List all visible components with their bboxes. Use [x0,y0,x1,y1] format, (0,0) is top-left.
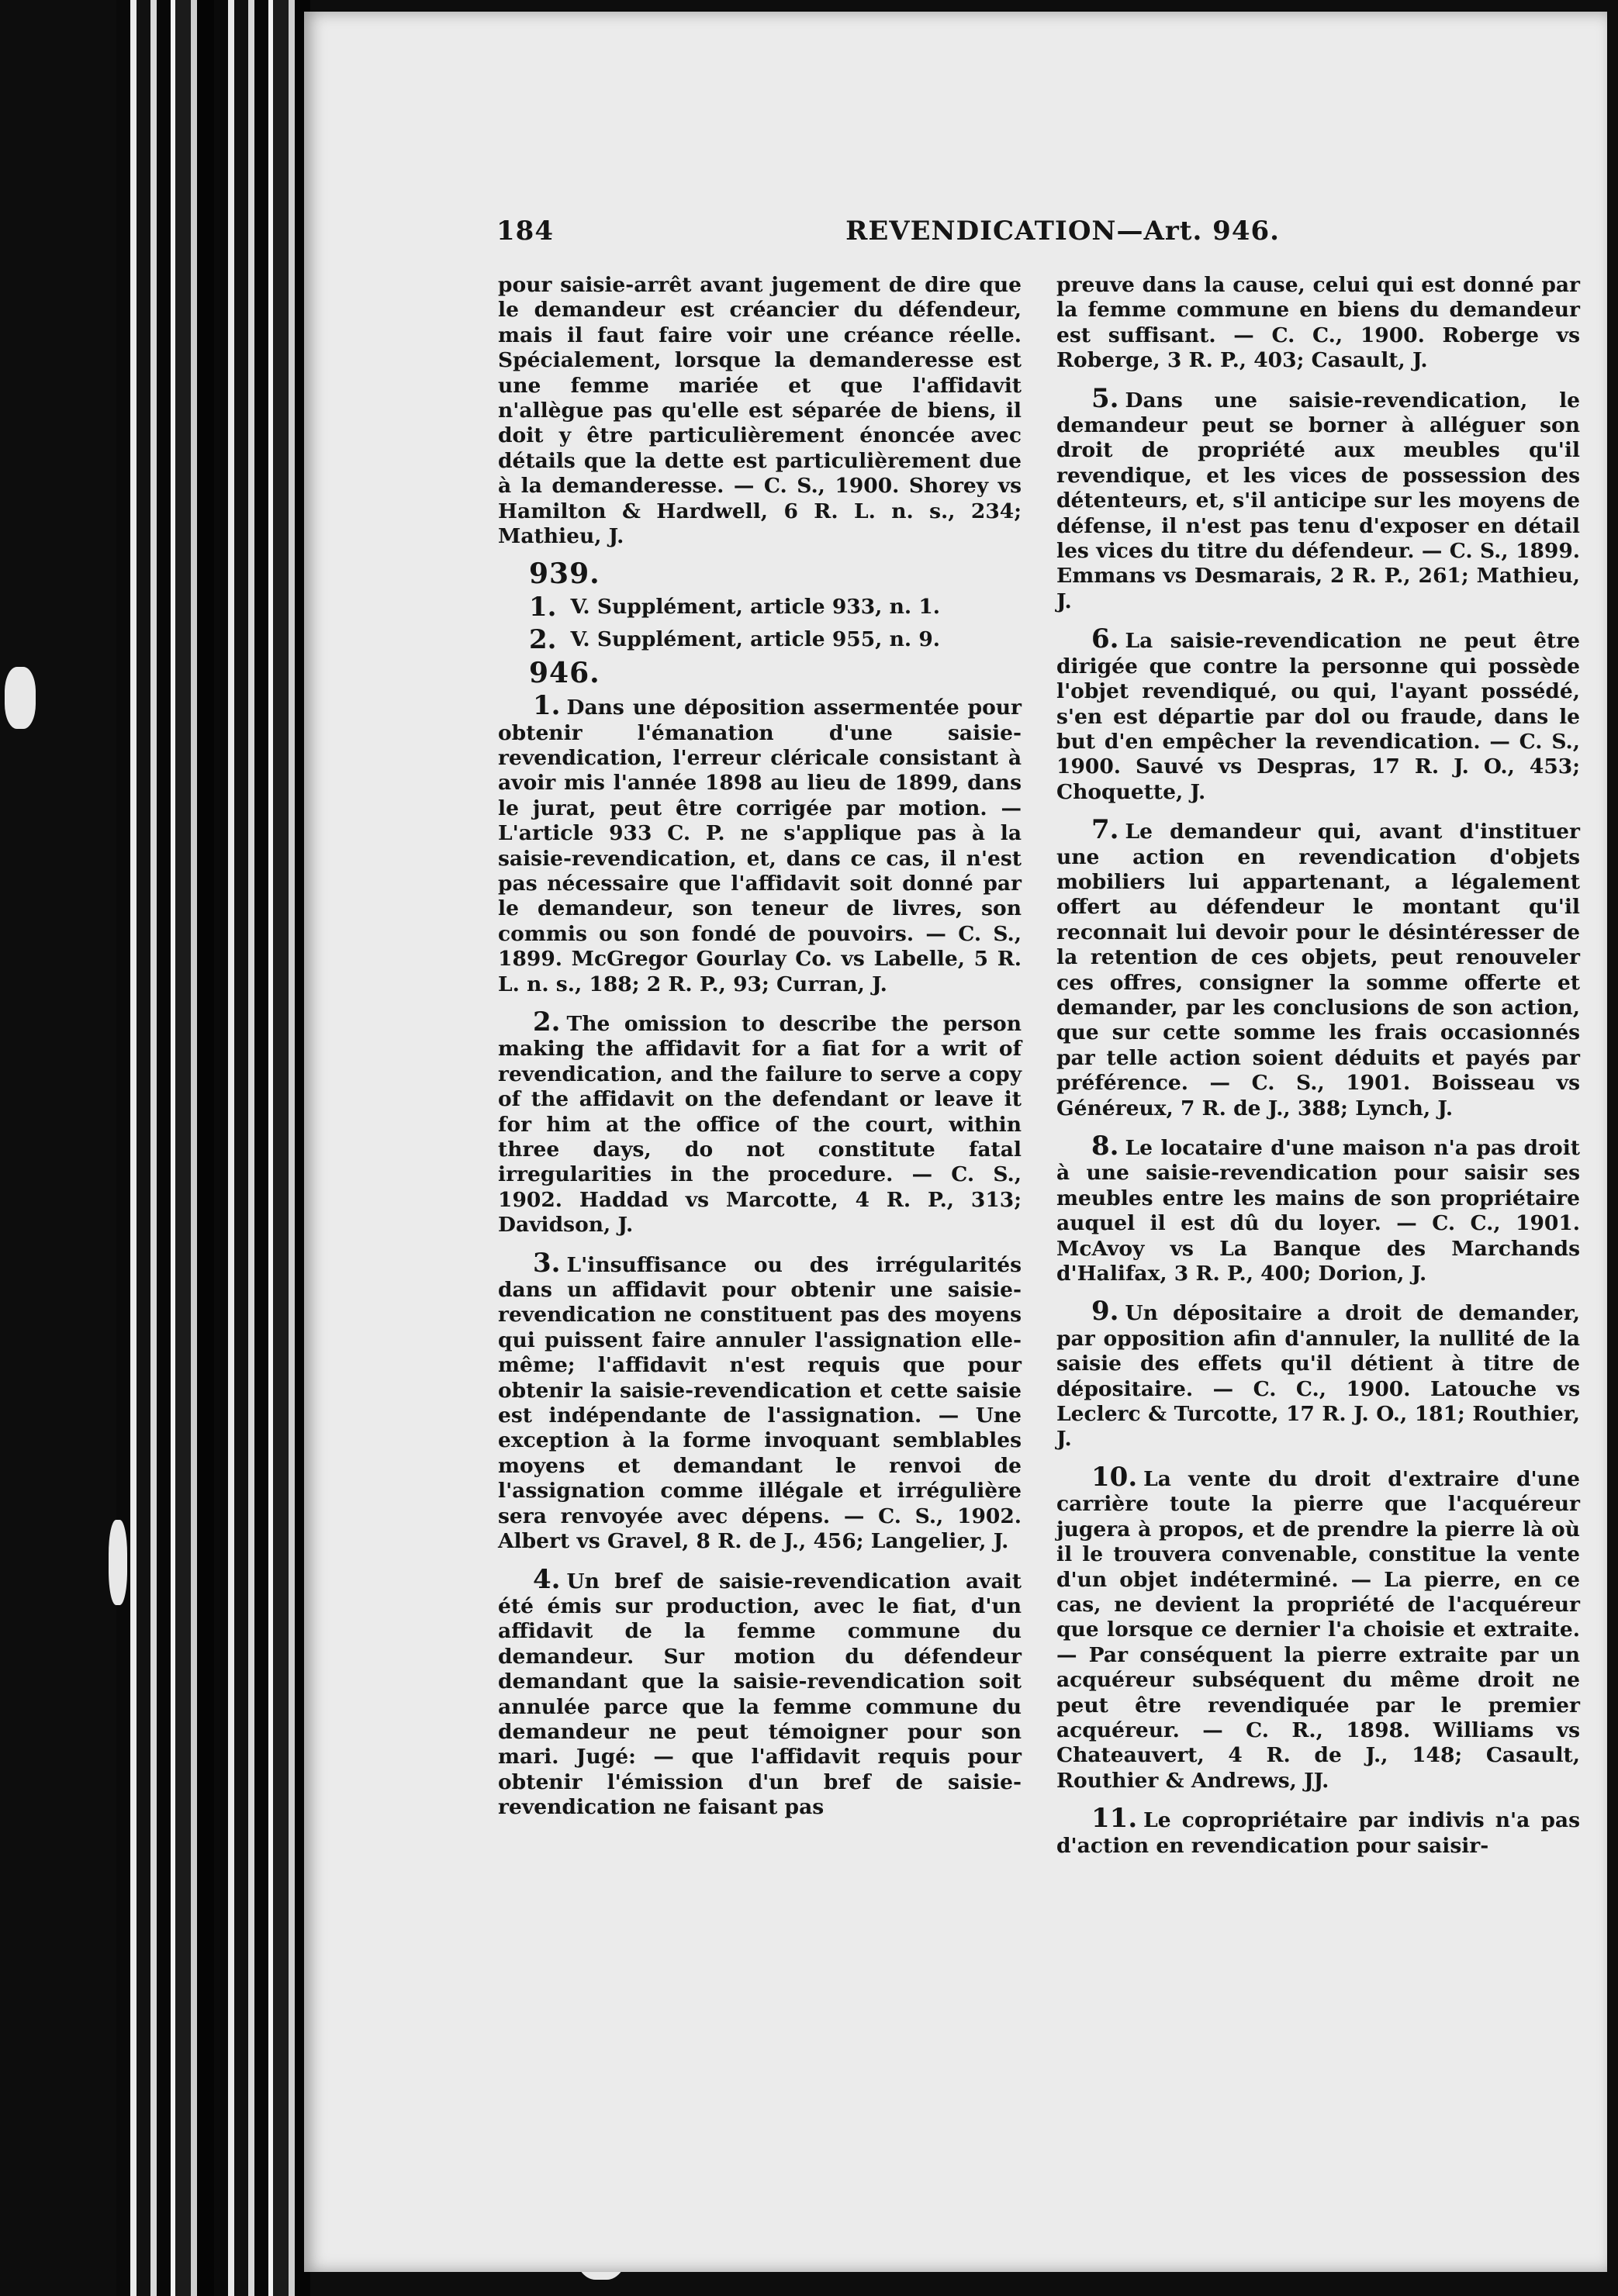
case-text: The omission to describe the person making the affidavit for a fiat for a writ of revendication, and the failure to serve a copy of the affidavit on the defendant or leave it for him at the office of the court, within three days, do not constitute fatal irregularities in the procedure. — C. S., 1902. Haddad vs Marcotte, 4 R. P., 313; Davidson, J. [498,1011,1022,1238]
item-number: 2. [529,624,557,656]
running-header [496,216,1280,247]
case-text: Dans une saisie-revendication, le demandeur peut se borner à alléguer son droit de propriété aux meubles qu'il revendique, et les vices de possession des détenteurs, et, s'il anticipe sur les moyens de défense, il n'est pas tenu d'exposer en détail les vices du titre du défendeur. — C. S., 1899. Emmans vs Desmarais, 2 R. P., 261; Mathieu, J. [1056,388,1580,613]
case-paragraph [1056,382,1580,615]
case-paragraph [1056,1131,1580,1286]
case-text: Dans une déposition assermentée pour obtenir l'émanation d'une saisie-revendication, l'erreur cléricale consistant à avoir mis l'année 1898 au lieu de 1899, dans le jurat, peut être corrigée par motion. — L'article 933 C. P. ne s'applique pas à la saisie-revendication, et, dans ce cas, il n'est pas nécessaire que l'affidavit soit donné par le demandeur, son teneur de livres, son commis ou son fondé de pouvoirs. — C. S., 1899. McGregor Gourlay Co. vs Labelle, 5 R. L. n. s., 188; 2 R. P., 93; Curran, J. [498,696,1022,996]
item-number: 3. [533,1247,561,1279]
case-text: La vente du droit d'extraire d'une carrière toute la pierre que l'acquéreur jugera à propos, et de prendre la pierre là où il le trouvera convenable, constitue la vente d'un objet indéterminé. — La pierre, en ce cas, ne devient la propriété de l'acquéreur que lorsque ce dernier l'a choisie et extraite. — Par conséquent la pierre extraite par un acquéreur subséquent du même droit ne peut être revendiquée par le premier acquéreur. — C. R., 1898. Williams vs Chateauvert, 4 R. de J., 148; Casault, Routhier & Andrews, JJ. [1056,1466,1580,1793]
case-paragraph [498,690,1022,997]
reference-item [529,591,1022,623]
reference-text: V. Supplément, article 955, n. 9. [570,627,941,652]
case-text: Le copropriétaire par indivis n'a pas d'action en revendication pour saisir- [1056,1808,1580,1858]
scan-speck [109,1520,127,1605]
case-paragraph [1056,1461,1580,1794]
item-number: 10. [1091,1461,1138,1493]
case-text: La saisie-revendication ne peut être dirigée que contre la personne qui possède l'objet revendiqué, ou qui, l'ayant possédé, s'en est départie par dol ou fraude, dans le but d'en empêcher la revendication. — C. S., 1900. Sauvé vs Despras, 17 R. J. O., 453; Choquette, J. [1056,629,1580,804]
reference-text: V. Supplément, article 933, n. 1. [570,594,941,619]
item-number: 11. [1091,1803,1138,1835]
item-number: 2. [533,1006,561,1038]
case-text: Un dépositaire a droit de demander, par opposition afin d'annuler, la nullité de la saisie des effets qu'il détient à titre de dépositaire. — C. C., 1900. Latouche vs Leclerc & Turcotte, 17 R. J. O., 181; Routhier, J. [1056,1301,1580,1452]
case-text: Le demandeur qui, avant d'instituer une action en revendication d'objets mobiliers lui appartenant, a légalement offert au défendeur le montant qu'il reconnait lui devoir pour le désintéresser de la retention de ces objets, peut renouveler ces offres, consigner la somme offerte et demander, par les conclusions de son action, que sur cette somme les frais occasionnés par telle action soient déduits et payés par préférence. — C. S., 1901. Boisseau vs Généreux, 7 R. de J., 388; Lynch, J. [1056,820,1580,1120]
section-heading-946: 946. [529,656,600,689]
page-number: 184 [496,216,554,247]
item-number: 9. [1091,1296,1119,1328]
section-heading-939: 939. [529,558,600,591]
case-paragraph [498,1006,1022,1238]
case-paragraph [498,1563,1022,1821]
item-number: 4. [533,1563,561,1595]
case-text: L'insuffisance ou des irrégularités dans un affidavit pour obtenir une saisie-revendication ne constituent pas des moyens qui puissent faire annuler l'assignation elle-même; l'affidavit n'est requis que pour obtenir la saisie-revendication et cette saisie est indépendante de l'assignation. — Une exception à la forme invoquant semblables moyens et demandant le renvoi de l'assignation comme illégale et irrégulière sera renvoyée avec dépens. — C. S., 1902. Albert vs Gravel, 8 R. de J., 456; Langelier, J. [498,1252,1022,1554]
page-title: REVENDICATION—Art. 946. [845,216,1280,247]
item-number: 8. [1091,1131,1119,1162]
continued-paragraph: pour saisie-arrêt avant jugement de dire que le demandeur est créancier du défendeur, mais il faut faire voir une créance réelle. Spécialement, lorsque la demanderesse est une femme mariée et que l'affidavit n'allègue pas qu'elle est séparée de biens, il doit y être particulièrement énoncée avec détails que la dette est particulièrement due à la demanderesse. — C. S., 1900. Shorey vs Hamilton & Hardwell, 6 R. L. n. s., 234; Mathieu, J. [498,273,1022,549]
item-number: 6. [1091,623,1119,655]
reference-item [529,624,1022,656]
case-text: Un bref de saisie-revendication avait été émis sur production, avec le fiat, d'un affidavit de la femme commune du demandeur. Sur motion du défendeur demandant que la saisie-revendication soit annulée parce que la femme commune du demandeur ne peut témoigner pour son mari. Jugé: — que l'affidavit requis pour obtenir l'émission d'un bref de saisie-revendication ne faisant pas [498,1569,1022,1820]
case-paragraph [1056,623,1580,805]
item-number: 1. [533,690,561,722]
book-binding-edge [116,0,310,2296]
case-paragraph [1056,814,1580,1121]
item-number: 7. [1091,814,1119,846]
case-text: Le locataire d'une maison n'a pas droit à une saisie-revendication pour saisir ses meubles entre les mains de son propriétaire auquel il est dû du loyer. — C. C., 1901. McAvoy vs La Banque des Marchands d'Halifax, 3 R. P., 400; Dorion, J. [1056,1136,1580,1286]
right-column [1056,273,1580,1871]
case-paragraph [1056,1803,1580,1859]
item-number: 5. [1091,382,1119,414]
left-column [498,273,1022,1833]
continued-paragraph: preuve dans la cause, celui qui est donné par la femme commune en biens du demandeur est suffisant. — C. C., 1900. Roberge vs Roberge, 3 R. P., 403; Casault, J. [1056,273,1580,373]
case-paragraph [1056,1296,1580,1452]
case-paragraph [498,1247,1022,1555]
scan-speck [5,667,36,729]
item-number: 1. [529,591,557,623]
